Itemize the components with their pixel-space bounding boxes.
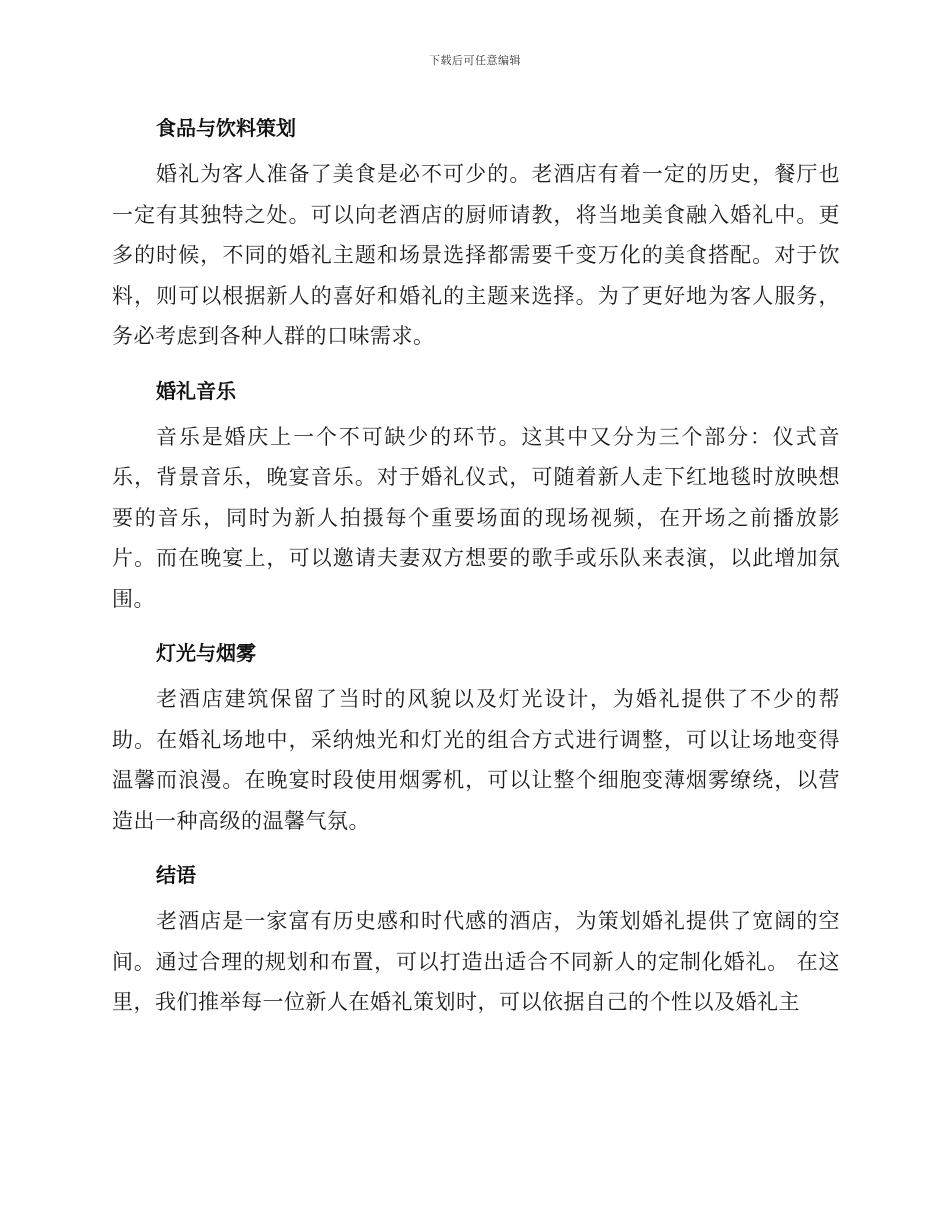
section-heading: 结语: [156, 863, 196, 887]
document-body: [112, 108, 840, 1037]
section-heading: 食品与饮料策划: [156, 116, 296, 140]
section-paragraph: 音乐是婚庆上一个不可缺少的环节。这其中又分为三个部分：仪式音乐，背景音乐，晚宴音乐。对于婚礼仪式，可随着新人走下红地毯时放映想要的音乐，同时为新人拍摄每个重要场面的现场视频，在开场之前播放影片。而在晚宴上，可以邀请夫妻双方想要的歌手或乐队来表演，以此增加氛围。: [112, 424, 840, 611]
section-lighting-smoke: [112, 633, 840, 841]
section-food-beverage: [112, 108, 840, 357]
section-heading: 婚礼音乐: [156, 378, 236, 403]
page-header-note: 下载后可任意编辑: [429, 54, 521, 67]
section-heading: 灯光与烟雾: [156, 641, 256, 665]
section-conclusion: [112, 855, 840, 1023]
section-wedding-music: [112, 371, 840, 620]
section-paragraph: 婚礼为客人准备了美食是必不可少的。老酒店有着一定的历史，餐厅也一定有其独特之处。可以向老酒店的厨师请教，将当地美食融入婚礼中。更多的时候，不同的婚礼主题和场景选择都需要千变万化的美食搭配。对于饮料，则可以根据新人的喜好和婚礼的主题来选择。为了更好地为客人服务，务必考虑到各种人群的口味需求。: [112, 162, 840, 348]
section-paragraph: 老酒店建筑保留了当时的风貌以及灯光设计，为婚礼提供了不少的帮助。在婚礼场地中，采纳烛光和灯光的组合方式进行调整，可以让场地变得温馨而浪漫。在晚宴时段使用烟雾机，可以让整个细胞变薄烟雾缭绕，以营造出一种高级的温馨气氛。: [112, 687, 840, 833]
section-paragraph: 老酒店是一家富有历史感和时代感的酒店，为策划婚礼提供了宽阔的空间。通过合理的规划和布置，可以打造出适合不同新人的定制化婚礼。 在这里，我们推举每一位新人在婚礼策划时，可以依据自己的个性以及婚礼主: [112, 909, 840, 1014]
